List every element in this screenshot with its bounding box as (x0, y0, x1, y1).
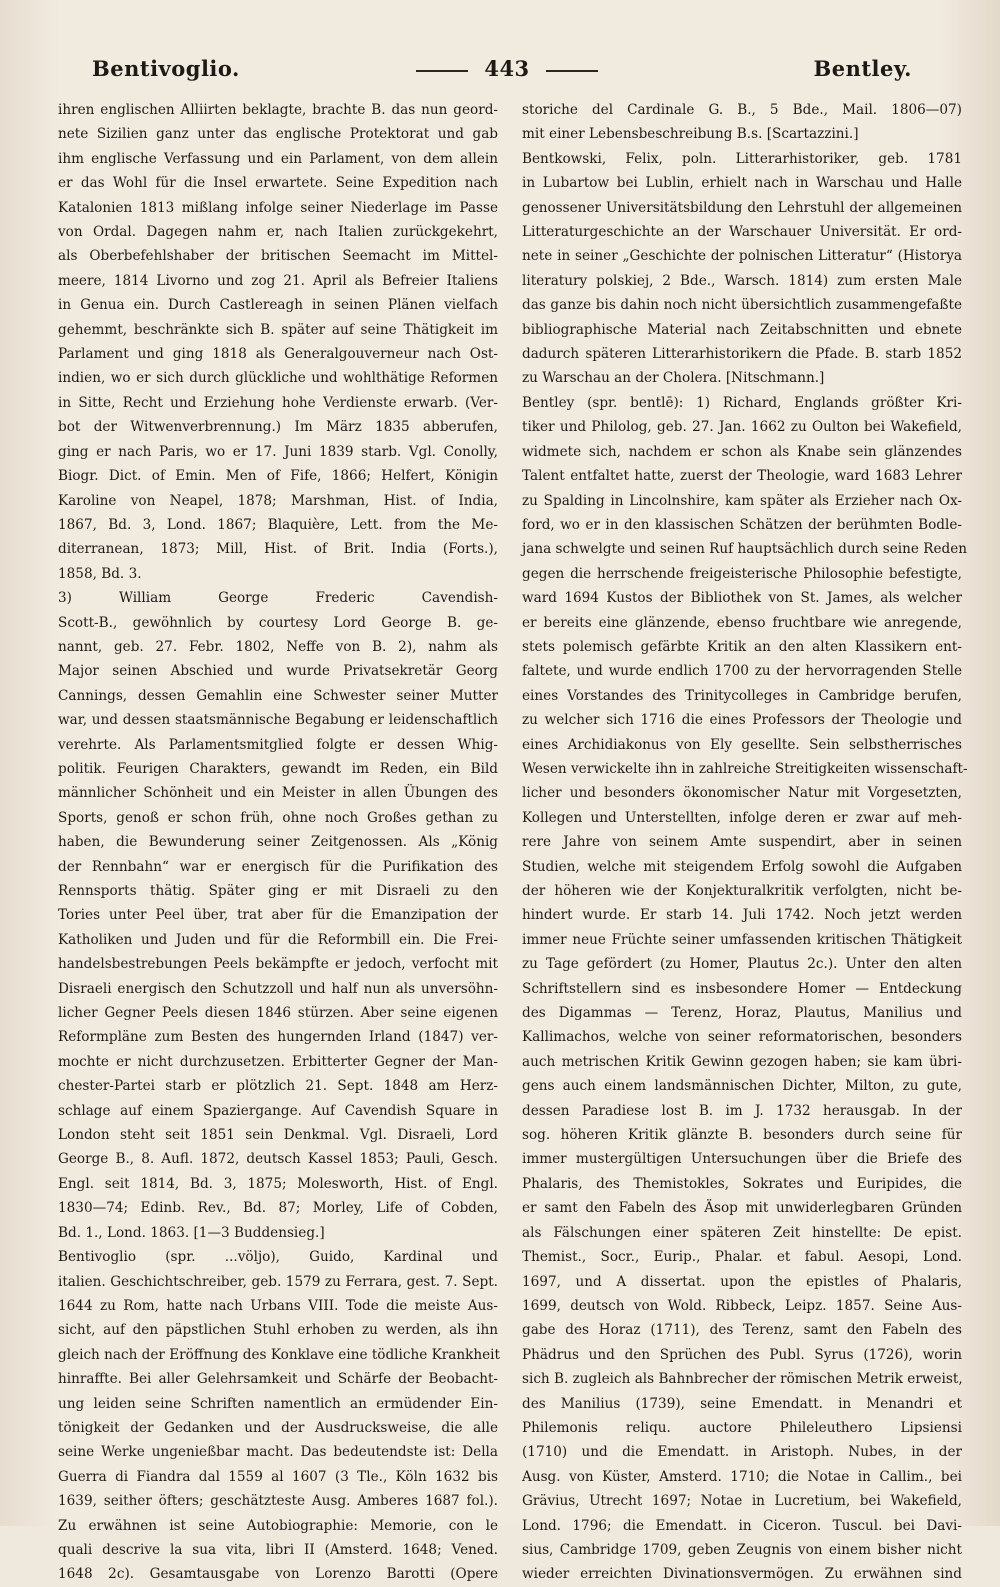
text-line: Major seinen Abschied und wurde Privatsekretär Georg (58, 663, 498, 680)
text-line: nannt, geb. 27. Febr. 1802, Neffe von B. 2), nahm als (58, 638, 498, 655)
text-line: Katholiken und Juden und für die Reformbill ein. Die Frei- (58, 931, 498, 948)
text-line: tönigkeit der Gedanken und der Ausdrucksweise, die alle (58, 1419, 498, 1436)
text-line: diterranean, 1873; Mill, Hist. of Brit. India (Forts.), (58, 541, 498, 558)
text-line: ung leiden seine Schriften namentlich an ermüdender Ein- (58, 1395, 498, 1412)
text-line: Philemonis reliqu. auctore Phileleuthero Lipsiensi (522, 1419, 962, 1436)
text-line: auch metrischen Kritik Gewinn gezogen haben; sie kam übri- (522, 1053, 962, 1070)
text-line: George B., 8. Aufl. 1872, deutsch Kassel 1853; Pauli, Gesch. (58, 1151, 498, 1168)
text-line: Zu erwähnen ist seine Autobiographie: Memorie, con le (58, 1517, 498, 1534)
text-line: London steht seit 1851 sein Denkmal. Vgl. Disraeli, Lord (58, 1127, 498, 1144)
text-line: rere Jahre von seinem Amte suspendirt, aber in seinen (522, 834, 962, 851)
text-line: Bentivoglio (spr. ...völjo), Guido, Kardinal und (58, 1249, 498, 1266)
text-line: 1644 zu Rom, hatte nach Urbans VIII. Tode die meiste Aus- (58, 1297, 498, 1314)
text-line: in Sitte, Recht und Erziehung hohe Verdienste erwarb. (Ver- (58, 394, 498, 411)
text-line: Phalaris, des Themistokles, Sokrates und Euripides, die (522, 1175, 962, 1192)
text-line: Bentkowski, Felix, poln. Litterarhistoriker, geb. 1781 (522, 150, 962, 167)
text-line: des Manilius (1739), seine Emendatt. in Menandri et (522, 1395, 962, 1412)
text-line: der Rennbahn“ war er energisch für die Purifikation des (58, 858, 498, 875)
left-column (58, 98, 510, 1583)
text-line: als Oberbefehlshaber der britischen Seemacht im Mittel- (58, 248, 498, 265)
header-dash-right (546, 70, 598, 72)
text-line: 1639, seither öfters; geschätzteste Ausg. Amberes 1687 fol.). (58, 1493, 498, 1510)
text-line: Wesen verwickelte ihn in zahlreiche Streitigkeiten wissenschaft- (522, 760, 968, 777)
text-line: sicht, auf den päpstlichen Stuhl erhoben zu werden, als ihn (58, 1322, 498, 1339)
text-line: Tories unter Peel über, trat aber für die Emanzipation der (58, 907, 498, 924)
text-line: Engl. seit 1814, Bd. 3, 1875; Molesworth, Hist. of Engl. (58, 1175, 498, 1192)
text-line: Ausg. von Küster, Amsterd. 1710; die Notae in Callim., bei (522, 1468, 962, 1485)
text-line: 1867, Bd. 3, Lond. 1867; Blaquière, Lett. from the Me- (58, 516, 498, 533)
text-line: licher und besonders ökonomischer Natur mit Vorgesetzten, (522, 785, 962, 802)
text-line: nete Sizilien ganz unter das englische Protektorat und gab (58, 126, 498, 143)
text-line: politik. Feurigen Charakters, gewandt im Reden, ein Bild (58, 760, 498, 777)
text-line: hinraffte. Bei aller Gelehrsamkeit und Schärfe der Beobacht- (58, 1371, 498, 1388)
text-line: 1699, deutsch von Wold. Ribbeck, Leipz. 1857. Seine Aus- (522, 1297, 962, 1314)
text-line: gleich nach der Eröffnung des Konklave eine tödliche Krankheit (58, 1346, 500, 1363)
page-number: 443 (484, 56, 530, 81)
text-line: Talent entfaltet hatte, zuerst der Theologie, ward 1683 Lehrer (522, 468, 962, 485)
text-line: eines Archidiakonus von Ely gesellte. Sein selbstherrisches (522, 736, 962, 753)
text-line: gabe des Horaz (1711), des Terenz, samt den Fabeln des (522, 1322, 962, 1339)
text-line: wieder erreichten Divinationsvermögen. Zu erwähnen sind (522, 1566, 962, 1583)
text-line: Themist., Socr., Eurip., Phalar. et fabul. Aesopi, Lond. (522, 1249, 962, 1266)
text-line: sich B. zugleich als Bahnbrecher der römischen Metrik erweist, (522, 1371, 963, 1388)
header-right-catchword: Bentley. (813, 56, 912, 81)
text-line: handelsbestrebungen Peels bekämpfte er jedoch, verfocht mit (58, 956, 498, 973)
running-header (58, 56, 956, 90)
text-line: er das Wohl für die Insel erwartete. Seine Expedition nach (58, 175, 498, 192)
text-columns (58, 98, 968, 1583)
text-line: männlicher Schönheit und ein Meister in allen Übungen des (58, 785, 498, 802)
right-column (510, 98, 968, 1583)
text-line: italien. Geschichtschreiber, geb. 1579 zu Ferrara, gest. 7. Sept. (58, 1273, 498, 1290)
text-line: Lond. 1796; die Emendatt. in Ciceron. Tuscul. bei Davi- (522, 1517, 962, 1534)
text-line: bot der Witwenverbrennung.) Im März 1835 abberufen, (58, 419, 498, 436)
text-line: in Lubartow bei Lublin, erhielt nach in Warschau und Halle (522, 175, 962, 192)
text-line: ging er nach Paris, wo er 17. Juni 1839 starb. Vgl. Conolly, (58, 443, 498, 460)
text-line: Schriftstellern sind es insbesondere Homer — Entdeckung (522, 980, 962, 997)
text-line: zu Spalding in Lincolnshire, kam später als Erzieher nach Ox- (522, 492, 962, 509)
text-line: Sports, genoß er schon früh, ohne noch Großes gethan zu (58, 809, 498, 826)
text-line: sog. höheren Kritik glänzte B. besonders durch seine für (522, 1127, 962, 1144)
text-line: mit einer Lebensbeschreibung B.s. [Scartazzini.] (522, 126, 859, 143)
text-line: literatury polskiej, 2 Bde., Warsch. 1814) zum ersten Male (522, 272, 962, 289)
text-line: storiche del Cardinale G. B., 5 Bde., Mail. 1806—07) (522, 102, 962, 118)
text-line: er samt den Fabeln des Äsop mit unwiderlegbaren Gründen (522, 1200, 962, 1217)
text-line: Karoline von Neapel, 1878; Marshman, Hist. of India, (58, 492, 498, 509)
text-line: dadurch späteren Litterarhistorikern die Pfade. B. starb 1852 (522, 346, 962, 363)
text-line: Katalonien 1813 mißlang infolge seiner Niederlage im Passe (58, 199, 498, 216)
text-line: widmete sich, nachdem er schon als Knabe sein glänzendes (522, 443, 962, 460)
text-line: war, und dessen staatsmännische Begabung er leidenschaftlich (58, 712, 498, 729)
text-line: von Ordal. Dagegen nahm er, nach Italien zurückgekehrt, (58, 224, 498, 241)
text-line: jana schwelgte und seinen Ruf hauptsächlich durch seine Reden (522, 541, 968, 558)
text-line: 1858, Bd. 3. (58, 565, 142, 582)
text-line: Disraeli energisch den Schutzzoll und half nun als unversöhn- (58, 980, 498, 997)
header-dash-left (416, 70, 468, 72)
text-line: sius, Cambridge 1709, geben Zeugnis von einem bisher nicht (522, 1541, 962, 1558)
text-line: tiker und Philolog, geb. 27. Jan. 1662 zu Oulton bei Wakefield, (522, 419, 962, 436)
text-line: seine Werke ungenießbar macht. Das bedeutendste ist: Della (58, 1444, 498, 1461)
text-line: chester-Partei starb er plötzlich 21. Sept. 1848 am Herz- (58, 1078, 498, 1095)
text-line: Litteraturgeschichte an der Warschauer Universität. Er ord- (522, 224, 962, 241)
text-line: 1697, und A dissertat. upon the epistles of Phalaris, (522, 1273, 962, 1290)
text-line: ward 1694 Kustos der Bibliothek von St. James, als welcher (522, 590, 962, 607)
text-line: faltete, und wurde endlich 1700 zu der hervorragenden Stelle (522, 663, 962, 680)
text-line: als Fälschungen einer späteren Zeit hinstellte: De epist. (522, 1224, 962, 1241)
text-line: genossener Universitätsbildung den Lehrstuhl der allgemeinen (522, 199, 962, 216)
text-line: dessen Paradiese lost B. im J. 1732 herausgab. In der (522, 1102, 962, 1119)
text-line: in Genua ein. Durch Castlereagh in seinen Plänen vielfach (58, 297, 498, 314)
text-line: 1830—74; Edinb. Rev., Bd. 87; Morley, Life of Cobden, (58, 1200, 498, 1217)
text-line: Biogr. Dict. of Emin. Men of Fife, 1866; Helfert, Königin (58, 468, 498, 485)
text-line: gehemmt, beschränkte sich B. später auf seine Thätigkeit im (58, 321, 498, 338)
text-line: meere, 1814 Livorno und zog 21. April als Befreier Italiens (58, 272, 498, 289)
text-line: gens auch einem landsmännischen Dichter, Milton, zu gute, (522, 1078, 962, 1095)
text-line: Studien, welche mit steigendem Erfolg sowohl die Aufgaben (522, 858, 962, 875)
text-line: Rennsports thätig. Später ging er mit Disraeli zu den (58, 883, 498, 899)
text-line: gegen die herrschende freigeisterische Philosophie befestigte, (522, 565, 962, 582)
text-line: mochte er nicht durchzusetzen. Erbitterter Gegner der Man- (58, 1053, 498, 1070)
text-line: Cannings, dessen Gemahlin eine Schwester seiner Mutter (58, 687, 498, 704)
text-line: ihren englischen Alliirten beklagte, brachte B. das nun geord- (58, 102, 498, 118)
text-line: quali descrive la sua vita, libri II (Amsterd. 1648; Vened. (58, 1541, 498, 1558)
text-line: 1648 2c). Gesamtausgabe von Lorenzo Barotti (Opere (58, 1566, 498, 1583)
text-line: Kallimachos, welche von seiner reformatorischen, besonders (522, 1029, 962, 1046)
text-line: licher Gegner Peels diesen 1846 stürzen. Aber seine eigenen (58, 1005, 498, 1022)
text-line: schlage auf einem Spaziergange. Auf Cavendish Square in (58, 1102, 498, 1119)
text-line: Guerra di Fiandra dal 1559 al 1607 (3 Tle., Köln 1632 bis (58, 1468, 498, 1485)
text-line: nete in seiner „Geschichte der polnischen Litteratur“ (Historya (522, 248, 962, 265)
text-line: das ganze bis dahin noch nicht übersichtlich zusammengefaßte (522, 297, 962, 314)
header-left-catchword: Bentivoglio. (92, 56, 240, 81)
text-line: zu Warschau an der Cholera. [Nitschmann.] (522, 370, 825, 387)
text-line: Grävius, Utrecht 1697; Notae in Lucretium, bei Wakefield, (522, 1493, 962, 1510)
text-line: Bd. 1., Lond. 1863. [1—3 Buddensieg.] (58, 1224, 325, 1241)
text-line: 3) William George Frederic Cavendish- (58, 590, 498, 607)
text-line: immer neue Früchte seiner umfassenden kritischen Thätigkeit (522, 931, 962, 948)
text-line: der höheren wie der Konjekturalkritik verfolgten, nicht be- (522, 883, 962, 899)
text-line: ihm englische Verfassung und ein Parlament, von dem allein (58, 150, 498, 167)
text-line: er bereits eine glänzende, ebenso fruchtbare wie anregende, (522, 614, 962, 631)
text-line: Reformpläne zum Besten des hungernden Irland (1847) ver- (58, 1029, 498, 1046)
text-line: ford, wo er in den klassischen Schätzen der berühmten Bodle- (522, 516, 962, 533)
text-line: haben, die Bewunderung seiner Zeitgenossen. Als „König (58, 834, 498, 851)
text-line: zu welcher sich 1716 die eines Professors der Theologie und (522, 712, 962, 729)
text-line: stets polemisch gefärbte Kritik an den alten Klassikern ent- (522, 638, 962, 655)
text-line: Scott-B., gewöhnlich by courtesy Lord George B. ge- (58, 614, 498, 631)
text-line: eines Vorstandes des Trinitycolleges in Cambridge berufen, (522, 687, 962, 704)
text-line: Phädrus und den Sprüchen des Publ. Syrus (1726), worin (522, 1346, 962, 1363)
text-line: verehrte. Als Parlamentsmitglied folgte er dessen Whig- (58, 736, 498, 753)
text-line: hindert wurde. Er starb 14. Juli 1742. Noch jetzt werden (522, 907, 962, 924)
text-line: Bentley (spr. bentlē): 1) Richard, Englands größter Kri- (522, 394, 962, 411)
text-line: Kollegen und Unterstellten, infolge deren er zwar auf meh- (522, 809, 962, 826)
text-line: Parlament und ging 1818 als Generalgouverneur nach Ost- (58, 346, 498, 363)
text-line: bibliographische Material nach Zeitabschnitten und ebnete (522, 321, 962, 338)
text-line: indien, wo er sich durch glückliche und wohlthätige Reformen (58, 370, 498, 387)
text-line: des Digammas — Terenz, Horaz, Plautus, Manilius und (522, 1005, 962, 1022)
text-line: zu Tage gefördert (zu Homer, Plautus 2c.). Unter den alten (522, 956, 962, 973)
text-line: immer mustergültigen Untersuchungen über die Briefe des (522, 1151, 962, 1168)
text-line: (1710) und die Emendatt. in Aristoph. Nubes, in der (522, 1444, 962, 1461)
